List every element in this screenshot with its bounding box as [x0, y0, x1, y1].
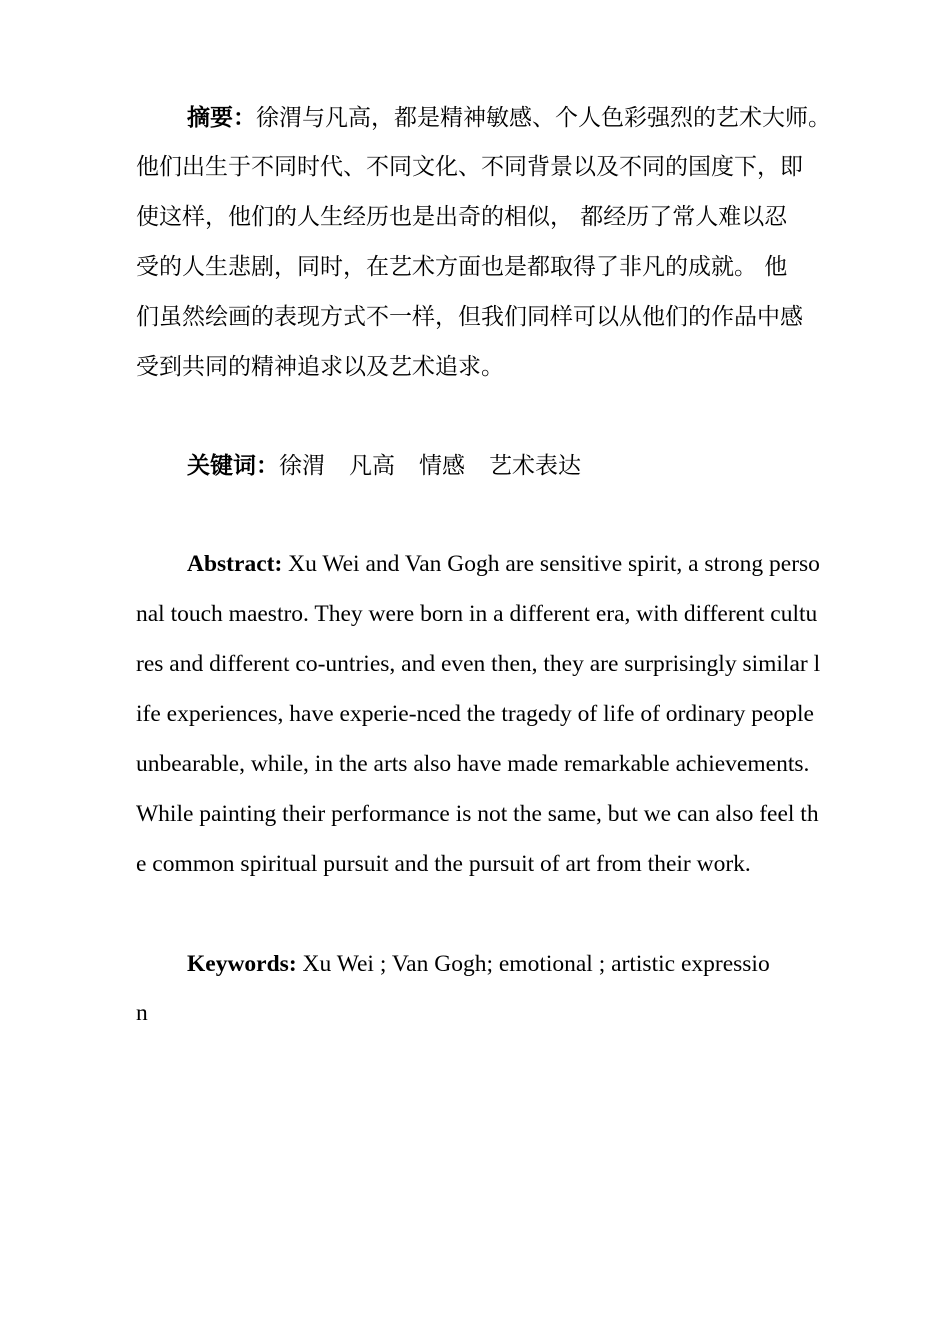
chinese-keyword: 艺术表达 [489, 453, 581, 479]
chinese-keywords [187, 451, 581, 481]
chinese-abstract-line-6: 受到共同的精神追求以及艺术追求。 [136, 354, 504, 380]
english-abstract-text: Xu Wei and Van Gogh are sensitive spirit, a strong perso [282, 551, 820, 577]
chinese-keyword: 凡高 [349, 453, 395, 479]
chinese-abstract-line-5: 们虽然绘画的表现方式不一样，但我们同样可以从他们的作品中感 [136, 304, 803, 330]
chinese-abstract-line-2: 他们出生于不同时代、不同文化、不同背景以及不同的国度下，即 [136, 154, 803, 180]
chinese-keyword: 徐渭 [279, 453, 325, 479]
english-keywords-line-1 [187, 949, 770, 979]
english-abstract-line-5: unbearable, while, in the arts also have made remarkable achievements. [136, 751, 810, 777]
chinese-keyword: 情感 [419, 453, 465, 479]
english-abstract-label: Abstract: [187, 551, 283, 577]
english-abstract-line-3: res and different co-untries, and even then, they are surprisingly similar l [136, 651, 821, 677]
english-abstract-line-2: nal touch maestro. They were born in a different era, with different cultu [136, 601, 818, 627]
english-abstract-line-4: ife experiences, have experie-nced the tragedy of life of ordinary people [136, 701, 814, 727]
chinese-abstract-text: 徐渭与凡高，都是精神敏感、个人色彩强烈的艺术大师。 [256, 105, 831, 131]
english-abstract-line-7: e common spiritual pursuit and the pursuit of art from their work. [136, 851, 751, 877]
english-abstract-line-1 [187, 549, 820, 579]
chinese-abstract-line-3: 使这样，他们的人生经历也是出奇的相似， 都经历了常人难以忍 [136, 204, 788, 230]
chinese-keywords-label: 关键词： [187, 452, 279, 479]
english-keywords-label: Keywords: [187, 951, 297, 977]
english-keywords-text: Xu Wei ; Van Gogh; emotional ; artistic expressio [296, 951, 770, 977]
chinese-abstract-line-1 [187, 103, 831, 133]
chinese-abstract-label: 摘要： [187, 104, 256, 131]
chinese-abstract-line-4: 受的人生悲剧，同时，在艺术方面也是都取得了非凡的成就。 他 [136, 254, 788, 280]
english-abstract-line-6: While painting their performance is not the same, but we can also feel th [136, 801, 819, 827]
english-keywords-line-2: n [136, 1000, 148, 1026]
